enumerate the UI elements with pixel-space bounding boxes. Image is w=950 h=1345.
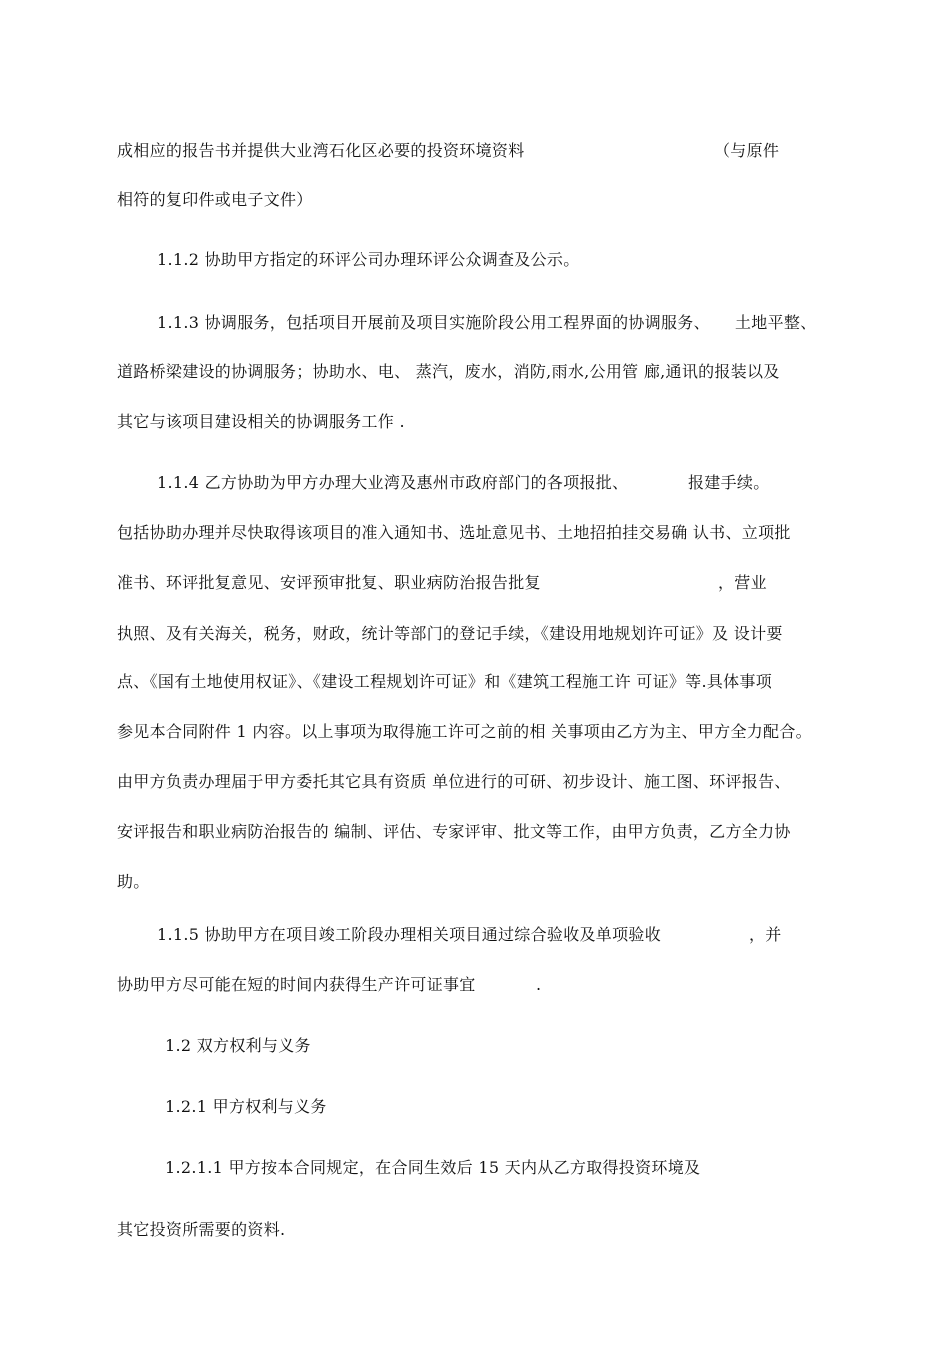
clause-1-1-4-tail: 报建手续。 xyxy=(688,473,770,492)
text-line-17a: 协助甲方尽可能在短的时间内获得生产许可证事宜 xyxy=(117,975,476,994)
text-line-13: 由甲方负责办理届于甲方委托其它具有资质 单位进行的可研、初步设计、施工图、环评报告、 xyxy=(117,772,791,791)
text-line-9a: 准书、环评批复意见、安评预审批复、职业病防治报告批复 xyxy=(117,573,541,592)
clause-1-1-5: 1.1.5 协助甲方在项目竣工阶段办理相关项目通过综合验收及单项验收 xyxy=(157,925,661,944)
clause-1-1-5-tail: ，并 xyxy=(749,925,782,944)
section-heading-1-2-1: 1.2.1 甲方权利与义务 xyxy=(165,1097,327,1116)
clause-1-1-3: 1.1.3 协调服务，包括项目开展前及项目实施阶段公用工程界面的协调服务、 xyxy=(157,313,710,332)
text-line-1b: （与原件 xyxy=(714,141,780,160)
text-line-8: 包括协助办理并尽快取得该项目的准入通知书、选址意见书、土地招拍挂交易确 认书、立项批 xyxy=(117,523,791,542)
text-line-17b: . xyxy=(536,975,542,994)
clause-1-2-1-1: 1.2.1.1 甲方按本合同规定，在合同生效后 15 天内从乙方取得投资环境及 xyxy=(165,1158,701,1177)
section-heading-1-2: 1.2 双方权利与义务 xyxy=(165,1036,311,1055)
text-line-11: 点、《国有土地使用权证》、《建设工程规划许可证》和《建筑工程施工许 可证》等.具体事项 xyxy=(117,672,773,691)
text-line-1a: 成相应的报告书并提供大业湾石化区必要的投资环境资料 xyxy=(117,141,525,160)
clause-1-1-4: 1.1.4 乙方协助为甲方办理大业湾及惠州市政府部门的各项报批、 xyxy=(157,473,629,492)
text-line-10: 执照、及有关海关，税务，财政，统计等部门的登记手续，《建设用地规划许可证》及 设计要 xyxy=(117,624,783,643)
text-line-5: 道路桥梁建设的协调服务；协助水、电、 蒸汽，废水，消防,雨水,公用管 廊,通讯的报装以及 xyxy=(117,362,780,381)
text-line-14: 安评报告和职业病防治报告的 编制、评估、专家评审、批文等工作，由甲方负责，乙方全力协 xyxy=(117,822,791,841)
text-line-9b: ，营业 xyxy=(718,573,767,592)
clause-1-1-3-tail: 土地平整、 xyxy=(735,313,817,332)
text-line-6: 其它与该项目建设相关的协调服务工作 . xyxy=(117,412,405,431)
text-line-2: 相符的复印件或电子文件） xyxy=(117,190,313,209)
text-line-12: 参见本合同附件 1 内容。以上事项为取得施工许可之前的相 关事项由乙方为主、甲方全力配合。 xyxy=(117,722,812,741)
text-line-15: 助。 xyxy=(117,872,150,891)
clause-1-1-2: 1.1.2 协助甲方指定的环评公司办理环评公众调查及公示。 xyxy=(157,250,580,269)
text-line-21: 其它投资所需要的资料. xyxy=(117,1220,286,1239)
